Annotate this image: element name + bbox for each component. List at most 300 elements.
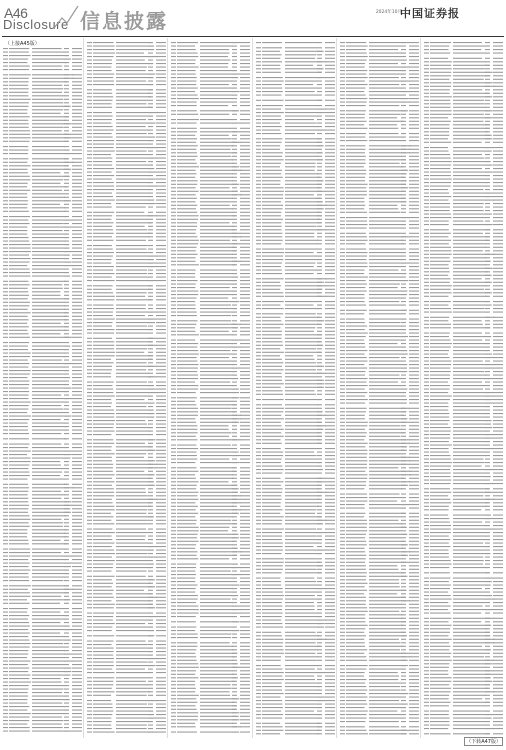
table-cell-text <box>200 544 233 545</box>
table-cell-text <box>177 119 199 120</box>
table-cell-text <box>32 706 65 707</box>
table-cell-text <box>256 133 261 134</box>
table-cell-text <box>9 333 29 334</box>
table-cell-text <box>171 408 176 409</box>
table-cell-text <box>424 68 429 69</box>
table-cell-text <box>369 56 402 57</box>
table-cell-text <box>262 177 283 178</box>
table-cell-text <box>116 600 151 601</box>
table-cell-text <box>87 536 92 537</box>
table-cell-text <box>93 60 112 61</box>
table-cell-text <box>285 138 321 139</box>
table-cell-text <box>171 382 176 383</box>
table-cell-text <box>340 102 345 103</box>
table-cell-text <box>401 252 406 253</box>
table-cell-text <box>346 544 367 545</box>
table-cell-text <box>171 67 176 68</box>
table-cell-text <box>240 397 250 398</box>
table-cell-text <box>256 469 261 470</box>
table-cell-text <box>240 653 250 654</box>
table-cell-text <box>171 548 176 549</box>
table-cell-text <box>317 422 322 423</box>
table-cell-text <box>346 60 367 61</box>
table-cell-text <box>317 355 322 356</box>
table-cell-text <box>346 217 367 218</box>
table-cell-text <box>9 444 29 445</box>
table-cell-text <box>401 597 406 598</box>
table-cell-text <box>285 352 320 353</box>
table-cell-text <box>232 455 237 456</box>
table-cell-text <box>93 613 114 614</box>
table-cell-text <box>401 646 406 647</box>
table-cell-text <box>317 679 322 680</box>
table-cell-text <box>93 366 112 367</box>
table-cell-text <box>346 508 365 509</box>
table-cell-text <box>340 305 345 306</box>
table-cell-text <box>93 186 114 187</box>
table-cell-text <box>32 356 66 357</box>
table-cell-text <box>93 256 113 257</box>
table-cell-text <box>64 319 69 320</box>
table-cell-text <box>156 732 166 733</box>
table-cell-text <box>64 197 69 198</box>
table-cell-text <box>64 494 69 495</box>
table-cell-text <box>401 114 406 115</box>
table-cell-text <box>285 292 321 293</box>
table-cell-text <box>171 273 176 274</box>
table-cell-text <box>148 200 153 201</box>
table-cell-text <box>156 345 166 346</box>
table-cell-text <box>317 690 322 691</box>
table-cell-text <box>256 642 261 643</box>
table-cell-text <box>240 578 250 579</box>
table-cell-text <box>240 534 250 535</box>
table-cell-text <box>93 721 112 722</box>
table-cell-text <box>409 600 419 601</box>
table-cell-text <box>116 681 146 682</box>
table-cell-text <box>340 718 345 719</box>
table-cell-text <box>32 48 62 49</box>
table-cell-text <box>64 230 69 231</box>
table-cell-text <box>409 425 419 426</box>
table-cell-text <box>317 187 322 188</box>
table-cell-text <box>156 123 166 124</box>
table-cell-text <box>285 226 316 227</box>
table-cell-text <box>148 326 153 327</box>
table-cell-text <box>430 72 451 73</box>
table-cell-text <box>262 327 280 328</box>
table-cell-text <box>171 537 176 538</box>
table-cell-text <box>177 663 198 664</box>
table-cell-text <box>232 170 237 171</box>
table-cell-text <box>240 331 250 332</box>
table-cell-text <box>493 142 503 143</box>
table-cell-text <box>72 241 82 242</box>
table-cell-text <box>285 606 315 607</box>
table-cell-text <box>340 221 345 222</box>
table-cell-text <box>3 309 8 310</box>
table-cell-text <box>177 436 196 437</box>
table-cell-text <box>409 326 419 327</box>
table-cell-text <box>72 703 82 704</box>
table-cell-text <box>409 368 419 369</box>
table-cell-text <box>232 674 237 675</box>
table-cell-text <box>171 70 176 71</box>
table-cell-text <box>346 149 365 150</box>
table-cell-text <box>200 98 233 99</box>
table-cell-text <box>317 292 322 293</box>
table-cell-text <box>325 289 335 290</box>
table-cell-text <box>340 121 345 122</box>
table-cell-text <box>3 248 8 249</box>
table-cell-text <box>317 546 322 547</box>
table-cell-text <box>148 63 153 64</box>
table-cell-text <box>156 240 166 241</box>
table-cell-text <box>256 116 261 117</box>
table-cell-text <box>87 583 92 584</box>
table-cell-text <box>256 730 261 731</box>
table-cell-text <box>93 46 115 47</box>
table-cell-text <box>317 313 322 314</box>
table-cell-text <box>32 244 69 245</box>
table-cell-text <box>285 509 316 510</box>
table-cell-text <box>72 522 82 523</box>
table-cell-text <box>340 628 345 629</box>
table-cell-text <box>3 494 8 495</box>
table-cell-text <box>256 635 261 636</box>
table-cell-text <box>256 292 261 293</box>
table-cell-text <box>409 488 419 489</box>
table-cell-text <box>409 159 419 160</box>
table-cell-text <box>262 149 280 150</box>
table-cell-text <box>64 398 69 399</box>
table-cell-text <box>116 539 145 540</box>
table-cell-text <box>340 243 345 244</box>
table-cell-text <box>9 549 30 550</box>
table-cell-text <box>72 465 82 466</box>
table-cell-text <box>340 361 345 362</box>
table-cell-text <box>9 374 30 375</box>
table-cell-text <box>93 620 113 621</box>
table-cell-text <box>262 509 283 510</box>
table-cell-text <box>148 46 153 47</box>
table-cell-text <box>424 42 429 43</box>
table-cell-text <box>9 419 29 420</box>
table-cell-text <box>64 710 69 711</box>
table-cell-text <box>256 632 261 633</box>
table-cell-text <box>171 284 176 285</box>
table-cell-text <box>171 411 176 412</box>
table-cell-text <box>401 140 406 141</box>
table-cell-text <box>262 301 284 302</box>
table-cell-text <box>93 376 111 377</box>
table-cell-text <box>285 58 315 59</box>
table-cell-text <box>72 153 82 154</box>
table-cell-text <box>369 508 405 509</box>
table-cell-text <box>3 179 8 180</box>
table-cell-text <box>317 516 322 517</box>
table-cell-text <box>3 48 8 49</box>
table-cell-text <box>9 88 29 89</box>
table-cell-text <box>177 145 198 146</box>
table-cell-text <box>64 447 69 448</box>
table-cell-text <box>156 42 166 43</box>
table-cell-text <box>177 327 195 328</box>
table-cell-text <box>177 642 197 643</box>
table-cell-text <box>317 649 322 650</box>
table-cell-text <box>256 704 261 705</box>
table-cell-text <box>453 53 487 54</box>
table-cell-text <box>177 502 195 503</box>
table-cell-text <box>200 516 234 517</box>
table-cell-text <box>148 172 153 173</box>
table-cell-text <box>317 77 322 78</box>
table-cell-text <box>346 579 366 580</box>
table-cell-text <box>317 198 322 199</box>
table-cell-text <box>87 359 92 360</box>
table-cell-text <box>3 484 8 485</box>
table-cell-text <box>262 208 283 209</box>
table-cell-text <box>171 364 176 365</box>
table-cell-text <box>317 54 322 55</box>
table-cell-text <box>240 250 250 251</box>
table-cell-text <box>401 457 406 458</box>
table-cell-text <box>177 63 195 64</box>
table-cell-text <box>240 564 250 565</box>
table-cell-text <box>285 499 320 500</box>
table-cell-text <box>200 46 235 47</box>
table-cell-text <box>171 170 176 171</box>
table-cell-text <box>3 491 8 492</box>
table-cell-text <box>87 233 92 234</box>
table-cell-text <box>232 502 237 503</box>
table-cell-text <box>116 711 153 712</box>
table-cell-text <box>156 116 166 117</box>
table-cell-text <box>493 175 503 176</box>
table-cell-text <box>93 292 113 293</box>
table-cell-text <box>401 478 406 479</box>
table-cell-text <box>262 523 282 524</box>
table-cell-text <box>32 484 67 485</box>
table-cell-text <box>369 411 406 412</box>
table-cell-text <box>262 558 284 559</box>
table-cell-text <box>87 630 92 631</box>
table-cell-text <box>32 158 68 159</box>
table-cell-text <box>93 536 112 537</box>
table-cell-text <box>262 609 282 610</box>
table-cell-text <box>409 208 419 209</box>
table-cell-text <box>32 409 63 410</box>
table-cell-text <box>317 606 322 607</box>
table-cell-text <box>369 523 403 524</box>
table-cell-text <box>32 234 68 235</box>
table-cell-text <box>72 326 82 327</box>
table-cell-text <box>171 599 176 600</box>
table-cell-text <box>87 576 92 577</box>
table-cell-text <box>262 187 283 188</box>
table-cell-text <box>262 54 282 55</box>
table-cell-text <box>156 478 166 479</box>
table-cell-text <box>3 377 8 378</box>
table-cell-text <box>156 443 166 444</box>
table-cell-text <box>156 161 166 162</box>
table-cell-text <box>64 612 69 613</box>
table-cell-text <box>409 520 419 521</box>
table-cell-text <box>3 258 8 259</box>
table-cell-text <box>177 581 195 582</box>
table-cell-text <box>401 313 406 314</box>
table-cell-text <box>93 644 111 645</box>
table-cell-text <box>3 374 8 375</box>
table-cell-text <box>369 95 401 96</box>
table-cell-text <box>177 637 198 638</box>
table-cell-text <box>9 66 30 67</box>
table-cell-text <box>240 415 250 416</box>
table-cell-text <box>401 541 406 542</box>
table-cell-text <box>232 432 237 433</box>
table-cell-text <box>32 330 66 331</box>
table-cell-text <box>325 714 335 715</box>
table-cell-text <box>340 614 345 615</box>
table-cell-text <box>9 92 28 93</box>
table-cell-text <box>285 198 320 199</box>
table-cell-text <box>256 429 261 430</box>
table-cell-text <box>256 422 261 423</box>
table-cell-text <box>177 375 198 376</box>
table-cell-text <box>177 212 197 213</box>
disclosure-table <box>2 38 504 738</box>
table-cell-text <box>3 120 8 121</box>
table-cell-text <box>256 376 261 377</box>
table-cell-text <box>346 46 368 47</box>
table-cell-text <box>346 114 365 115</box>
table-cell-text <box>87 215 92 216</box>
table-cell-text <box>87 485 92 486</box>
table-cell-text <box>72 227 82 228</box>
table-cell-text <box>148 453 153 454</box>
table-cell-text <box>485 114 490 115</box>
table-cell-text <box>72 720 82 721</box>
table-cell-text <box>87 219 92 220</box>
table-cell-text <box>9 543 29 544</box>
table-cell-text <box>200 205 230 206</box>
table-cell-text <box>200 145 234 146</box>
table-cell-text <box>3 699 8 700</box>
table-cell-text <box>200 298 228 299</box>
table-cell-text <box>256 665 261 666</box>
table-cell-text <box>171 485 176 486</box>
table-cell-text <box>116 240 146 241</box>
table-cell-text <box>156 308 166 309</box>
table-cell-text <box>240 215 250 216</box>
table-cell-text <box>262 585 281 586</box>
table-cell-text <box>9 262 30 263</box>
table-cell-text <box>409 277 419 278</box>
table-cell-text <box>171 375 176 376</box>
table-cell-text <box>240 298 250 299</box>
table-cell-text <box>9 153 28 154</box>
table-cell-text <box>401 263 406 264</box>
table-cell-text <box>493 147 503 148</box>
table-cell-text <box>285 256 321 257</box>
table-cell-text <box>262 635 282 636</box>
table-cell-text <box>93 651 114 652</box>
table-cell-text <box>116 193 150 194</box>
table-cell-text <box>346 49 366 50</box>
table-cell-text <box>171 138 176 139</box>
table-cell-text <box>93 532 115 533</box>
table-cell-text <box>87 137 92 138</box>
table-cell-text <box>317 726 322 727</box>
table-cell-text <box>256 616 261 617</box>
table-cell-text <box>200 280 237 281</box>
table-cell-text <box>285 443 322 444</box>
table-cell-text <box>317 523 322 524</box>
table-cell-text <box>317 390 322 391</box>
table-cell-text <box>424 93 429 94</box>
table-cell-text <box>262 201 281 202</box>
table-cell-text <box>116 707 148 708</box>
table-cell-text <box>409 305 419 306</box>
table-cell-text <box>262 119 282 120</box>
table-cell-text <box>64 479 69 480</box>
table-cell-text <box>171 495 176 496</box>
table-cell-text <box>177 455 197 456</box>
table-cell-text <box>409 693 419 694</box>
table-cell-text <box>346 690 367 691</box>
table-cell-text <box>325 399 335 400</box>
table-cell-text <box>3 116 8 117</box>
table-cell-text <box>325 149 335 150</box>
table-cell-text <box>340 415 345 416</box>
table-cell-text <box>72 85 82 86</box>
table-cell-text <box>409 586 419 587</box>
table-cell-text <box>325 317 335 318</box>
table-cell-text <box>87 467 92 468</box>
table-cell-text <box>72 349 82 350</box>
table-cell-text <box>256 263 261 264</box>
table-cell-text <box>256 733 261 734</box>
table-cell-text <box>9 494 28 495</box>
table-cell-text <box>32 395 61 396</box>
table-cell-text <box>148 567 153 568</box>
table-cell-text <box>325 366 335 367</box>
table-cell-text <box>72 629 82 630</box>
table-cell-text <box>262 466 282 467</box>
table-cell-text <box>93 249 113 250</box>
table-cell-text <box>240 98 250 99</box>
table-cell-text <box>156 172 166 173</box>
table-cell-text <box>409 676 419 677</box>
table-cell-text <box>177 555 197 556</box>
table-cell-text <box>72 169 82 170</box>
table-cell-text <box>256 723 261 724</box>
table-cell-text <box>285 422 322 423</box>
table-cell-text <box>3 468 8 469</box>
table-cell-text <box>409 60 419 61</box>
table-cell-text <box>256 404 261 405</box>
table-cell-text <box>401 378 406 379</box>
table-cell-text <box>116 406 146 407</box>
table-cell-text <box>93 229 113 230</box>
table-cell-text <box>3 643 8 644</box>
table-cell-text <box>177 439 197 440</box>
table-cell-text <box>262 448 281 449</box>
table-cell-text <box>340 632 345 633</box>
table-cell-text <box>148 623 153 624</box>
table-cell-text <box>256 387 261 388</box>
table-cell-text <box>340 273 345 274</box>
